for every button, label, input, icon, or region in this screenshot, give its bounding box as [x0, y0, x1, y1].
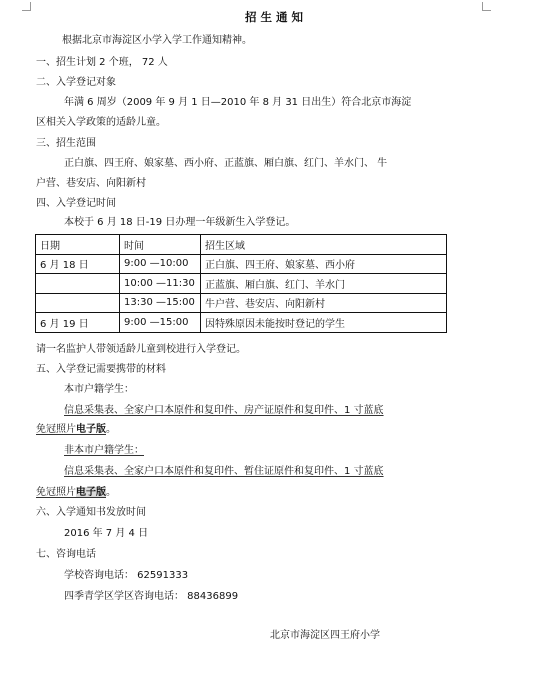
table-cell-date: [36, 293, 120, 313]
table-header-date: 日期: [36, 235, 120, 255]
document-title: 招生通知: [245, 10, 307, 24]
local-period: 。: [106, 424, 116, 435]
section-3-body-line-2: 户营、巷安店、向阳新村: [36, 178, 146, 189]
table-row: [36, 293, 447, 313]
table-header-row: [36, 235, 447, 255]
local-materials-line-1: 信息采集表、全家户口本原件和复印件、房产证原件和复印件、1 寸蓝底: [64, 405, 384, 416]
nonlocal-students-label: 非本市户籍学生：: [64, 445, 144, 456]
school-signature: 北京市海淀区四王府小学: [270, 630, 380, 641]
intro-text: 根据北京市海淀区小学入学工作通知精神。: [62, 35, 252, 46]
local-electronic-text: 电子版: [76, 424, 106, 435]
table-row: [36, 254, 447, 274]
table-cell-area: 正白旗、四王府、娘家墓、西小府: [201, 254, 447, 274]
local-materials-line-2: [36, 423, 116, 437]
section-1-plan: 一、招生计划 2 个班， 72 人: [36, 57, 168, 68]
nonlocal-electronic-text: 电子版: [76, 487, 106, 498]
table-cell-area: 因特殊原因未能按时登记的学生: [201, 313, 447, 333]
section-3-heading: 三、招生范围: [36, 138, 96, 149]
table-cell-time: 10:00 —11:30: [120, 274, 201, 294]
table-cell-area: 牛户营、巷安店、向阳新村: [201, 293, 447, 313]
section-2-body-line-1: 年满 6 周岁（2009 年 9 月 1 日—2010 年 8 月 31 日出生）符合北京市海淀: [64, 97, 412, 108]
guardian-note: 请一名监护人带领适龄儿童到校进行入学登记。: [36, 344, 246, 355]
table-cell-time: 13:30 —15:00: [120, 293, 201, 313]
section-7-heading: 七、咨询电话: [36, 549, 96, 560]
section-4-heading: 四、入学登记时间: [36, 198, 116, 209]
table-cell-date: 6 月 18 日: [36, 254, 120, 274]
table-cell-time: 9:00 —10:00: [120, 254, 201, 274]
table-cell-date: 6 月 19 日: [36, 313, 120, 333]
table-cell-time: 9:00 —15:00: [120, 313, 201, 333]
section-6-heading: 六、入学通知书发放时间: [36, 507, 146, 518]
table-cell-area: 正蓝旗、厢白旗、红门、羊水门: [201, 274, 447, 294]
school-phone: 学校咨询电话： 62591333: [64, 570, 189, 581]
section-3-body-line-1: 正白旗、四王府、娘家墓、西小府、正蓝旗、厢白旗、红门、羊水门、 牛: [64, 158, 388, 169]
table-row: [36, 274, 447, 294]
registration-schedule-table: [35, 234, 447, 333]
table-header-area: 招生区域: [201, 235, 447, 255]
table-header-time: 时间: [120, 235, 201, 255]
section-6-date: 2016 年 7 月 4 日: [64, 528, 149, 539]
section-2-body-line-2: 区相关入学政策的适龄儿童。: [36, 117, 166, 128]
nonlocal-materials-line-2: [36, 486, 116, 500]
local-students-label: 本市户籍学生：: [64, 384, 134, 395]
section-4-body: 本校于 6 月 18 日-19 日办理一年级新生入学登记。: [64, 217, 296, 228]
nonlocal-photo-text: 免冠照片: [36, 487, 76, 498]
section-2-heading: 二、入学登记对象: [36, 77, 116, 88]
table-cell-date: [36, 274, 120, 294]
local-photo-text: 免冠照片: [36, 424, 76, 435]
nonlocal-materials-line-1: 信息采集表、全家户口本原件和复印件、暂住证原件和复印件、1 寸蓝底: [64, 466, 384, 477]
section-5-heading: 五、入学登记需要携带的材料: [36, 364, 166, 375]
nonlocal-period: 。: [106, 487, 116, 498]
district-phone: 四季青学区学区咨询电话： 88436899: [64, 591, 239, 602]
table-row: [36, 313, 447, 333]
